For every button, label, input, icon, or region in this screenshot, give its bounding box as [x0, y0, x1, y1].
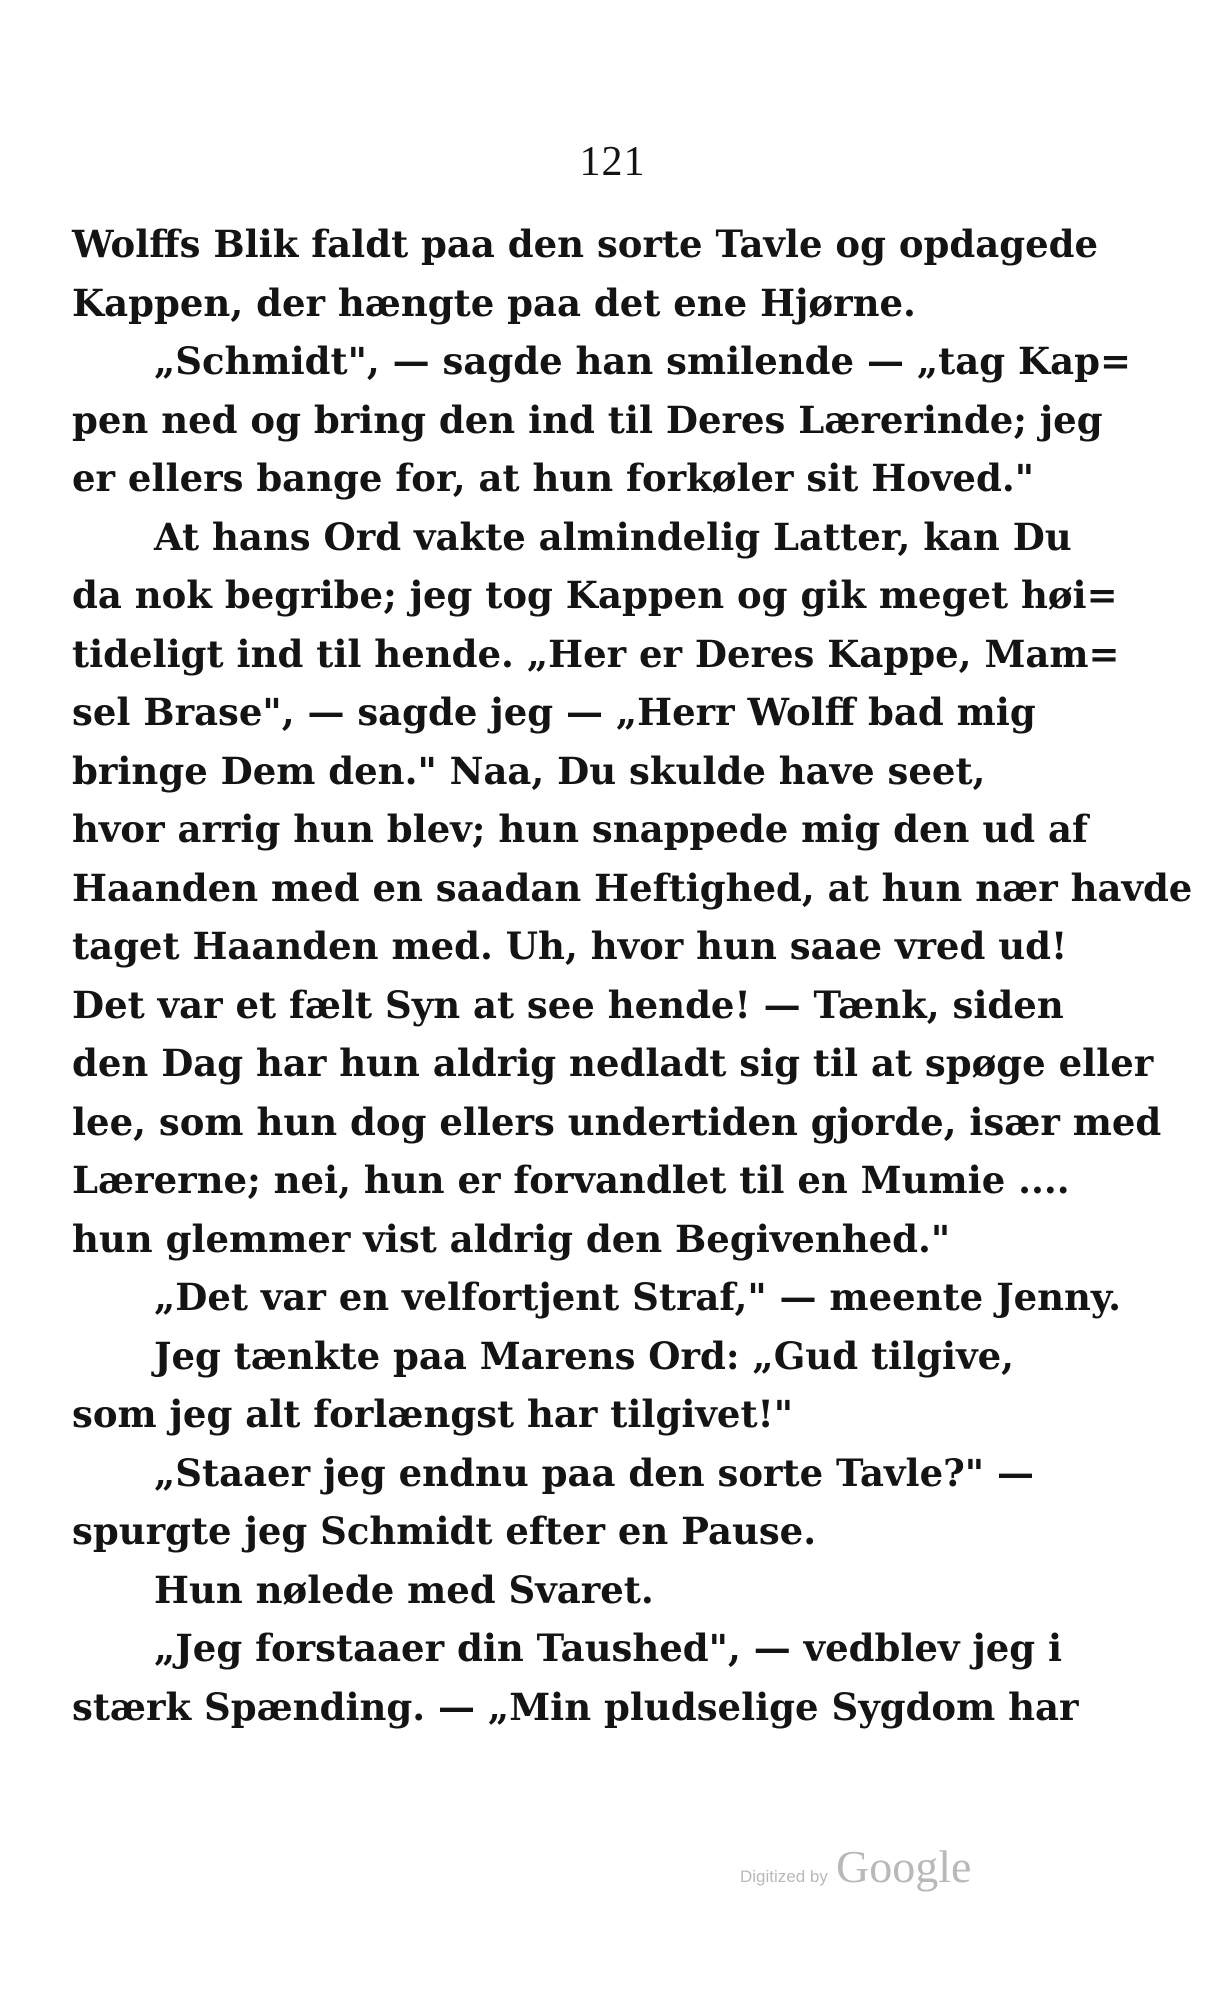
digitized-watermark: [740, 1840, 971, 1893]
text-line: hun glemmer vist aldrig den Begivenhed.": [72, 1216, 951, 1261]
text-line: At hans Ord vakte almindelig Latter, kan Du: [154, 514, 1072, 559]
text-line: Kappen, der hængte paa det ene Hjørne.: [72, 280, 916, 325]
text-line: sel Brase", — sagde jeg — „Herr Wolff bad mig: [72, 690, 1036, 734]
text-line: stærk Spænding. — „Min pludselige Sygdom har: [72, 1684, 1079, 1729]
page-number: 121: [579, 139, 646, 185]
text-line: spurgte jeg Schmidt efter en Pause.: [72, 1509, 817, 1553]
body-text: [72, 215, 1193, 1736]
text-line: „Det var en velfortjent Straf," — meente Jenny.: [154, 1275, 1122, 1319]
text-line: taget Haanden med. Uh, hvor hun saae vred ud!: [72, 924, 1068, 968]
text-line: pen ned og bring den ind til Deres Lærerinde; jeg: [72, 397, 1103, 442]
text-line: „Jeg forstaaer din Taushed", — vedblev jeg i: [154, 1626, 1063, 1670]
text-line: Hun nølede med Svaret.: [154, 1567, 654, 1612]
text-line: Lærerne; nei, hun er forvandlet til en Mumie ....: [72, 1158, 1070, 1202]
watermark-brand-logo: Google: [835, 1841, 972, 1892]
text-line: den Dag har hun aldrig nedladt sig til at spøge eller: [72, 1041, 1154, 1085]
text-line: bringe Dem den." Naa, Du skulde have seet,: [72, 748, 986, 793]
text-line: er ellers bange for, at hun forkøler sit Hoved.": [72, 456, 1034, 500]
text-line: „Staaer jeg endnu paa den sorte Tavle?" —: [154, 1450, 1034, 1495]
text-line: som jeg alt forlængst har tilgivet!": [72, 1392, 794, 1436]
text-line: Haanden med en saadan Heftighed, at hun nær havde: [72, 865, 1193, 910]
text-line: da nok begribe; jeg tog Kappen og gik meget høi=: [72, 573, 1118, 617]
text-line: „Schmidt", — sagde han smilende — „tag Kap=: [154, 339, 1131, 383]
text-line: Wolffs Blik faldt paa den sorte Tavle og opdagede: [72, 222, 1099, 266]
watermark-prefix: Digitized by: [740, 1867, 828, 1886]
text-line: Det var et fælt Syn at see hende! — Tænk, siden: [72, 982, 1064, 1027]
text-line: lee, som hun dog ellers undertiden gjorde, især med: [72, 1099, 1162, 1144]
text-line: tideligt ind til hende. „Her er Deres Kappe, Mam=: [72, 631, 1120, 676]
text-line: hvor arrig hun blev; hun snappede mig den ud af: [72, 807, 1088, 851]
text-line: Jeg tænkte paa Marens Ord: „Gud tilgive,: [154, 1333, 1015, 1378]
